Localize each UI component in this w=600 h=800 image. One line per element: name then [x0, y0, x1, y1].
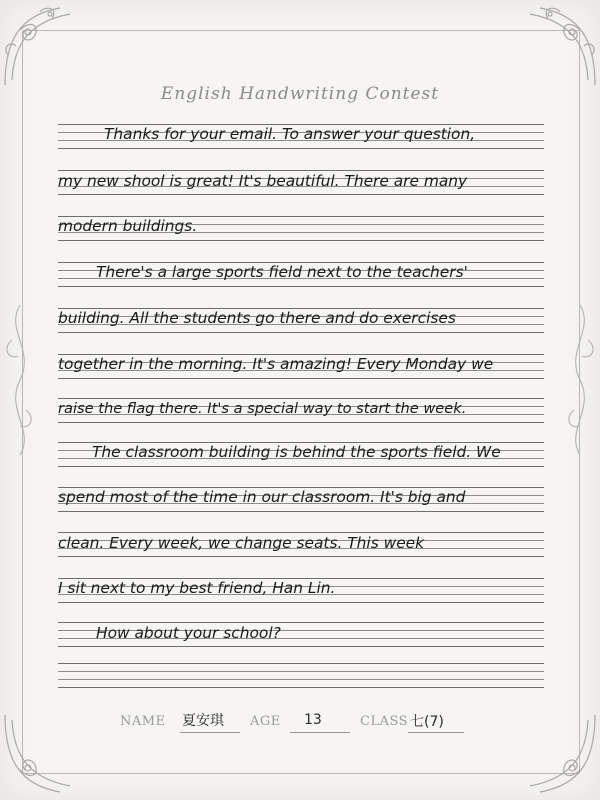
text-line-5: building. All the students go there and do exercises	[58, 309, 456, 327]
text-line-6: together in the morning. It's amazing! Every Monday we	[58, 355, 494, 373]
ruled-line	[58, 148, 544, 149]
ruled-line	[58, 679, 544, 680]
ruled-line	[58, 602, 544, 603]
ruled-line	[58, 422, 544, 423]
text-line-4: There's a large sports field next to the teachers'	[96, 263, 468, 281]
contest-title: English Handwriting Contest	[160, 84, 440, 104]
text-line-2: my new shool is great! It's beautiful. There are many	[58, 172, 468, 190]
ruled-line	[58, 194, 544, 195]
ruled-line	[58, 687, 544, 688]
ruled-line	[58, 556, 544, 557]
class-underline	[408, 732, 464, 733]
text-line-10: clean. Every week, we change seats. This week	[58, 534, 425, 552]
ruled-line	[58, 532, 544, 533]
ruled-line	[58, 332, 544, 333]
age-underline	[290, 732, 350, 733]
text-line-7: raise the flag there. It's a special way to start the week.	[58, 400, 467, 417]
ruled-line	[58, 466, 544, 467]
text-line-3: modern buildings.	[58, 217, 198, 235]
ruled-line	[58, 646, 544, 647]
side-ornament-right	[560, 300, 600, 460]
name-underline	[180, 732, 240, 733]
name-label: NAME	[120, 714, 166, 729]
student-info-footer	[120, 708, 480, 732]
ruled-line	[58, 663, 544, 664]
text-line-11: I sit next to my best friend, Han Lin.	[58, 579, 336, 597]
ruled-line	[58, 286, 544, 287]
text-line-8: The classroom building is behind the sports field. We	[92, 443, 501, 461]
ruled-line	[58, 511, 544, 512]
side-ornament-left	[0, 300, 40, 460]
ruled-line	[58, 671, 544, 672]
age-value: 13	[304, 712, 322, 728]
text-line-9: spend most of the time in our classroom. It's big and	[58, 488, 466, 506]
ruled-line	[58, 378, 544, 379]
text-line-12: How about your school?	[96, 624, 281, 642]
class-label: CLASS	[360, 714, 409, 729]
ruled-line	[58, 170, 544, 171]
ruled-line	[58, 622, 544, 623]
text-line-1: Thanks for your email. To answer your question,	[104, 125, 476, 143]
ruled-line	[58, 398, 544, 399]
age-label: AGE	[250, 714, 281, 729]
class-value: 七(7)	[410, 714, 444, 730]
ruled-line	[58, 240, 544, 241]
name-value: 夏安琪	[182, 713, 224, 729]
